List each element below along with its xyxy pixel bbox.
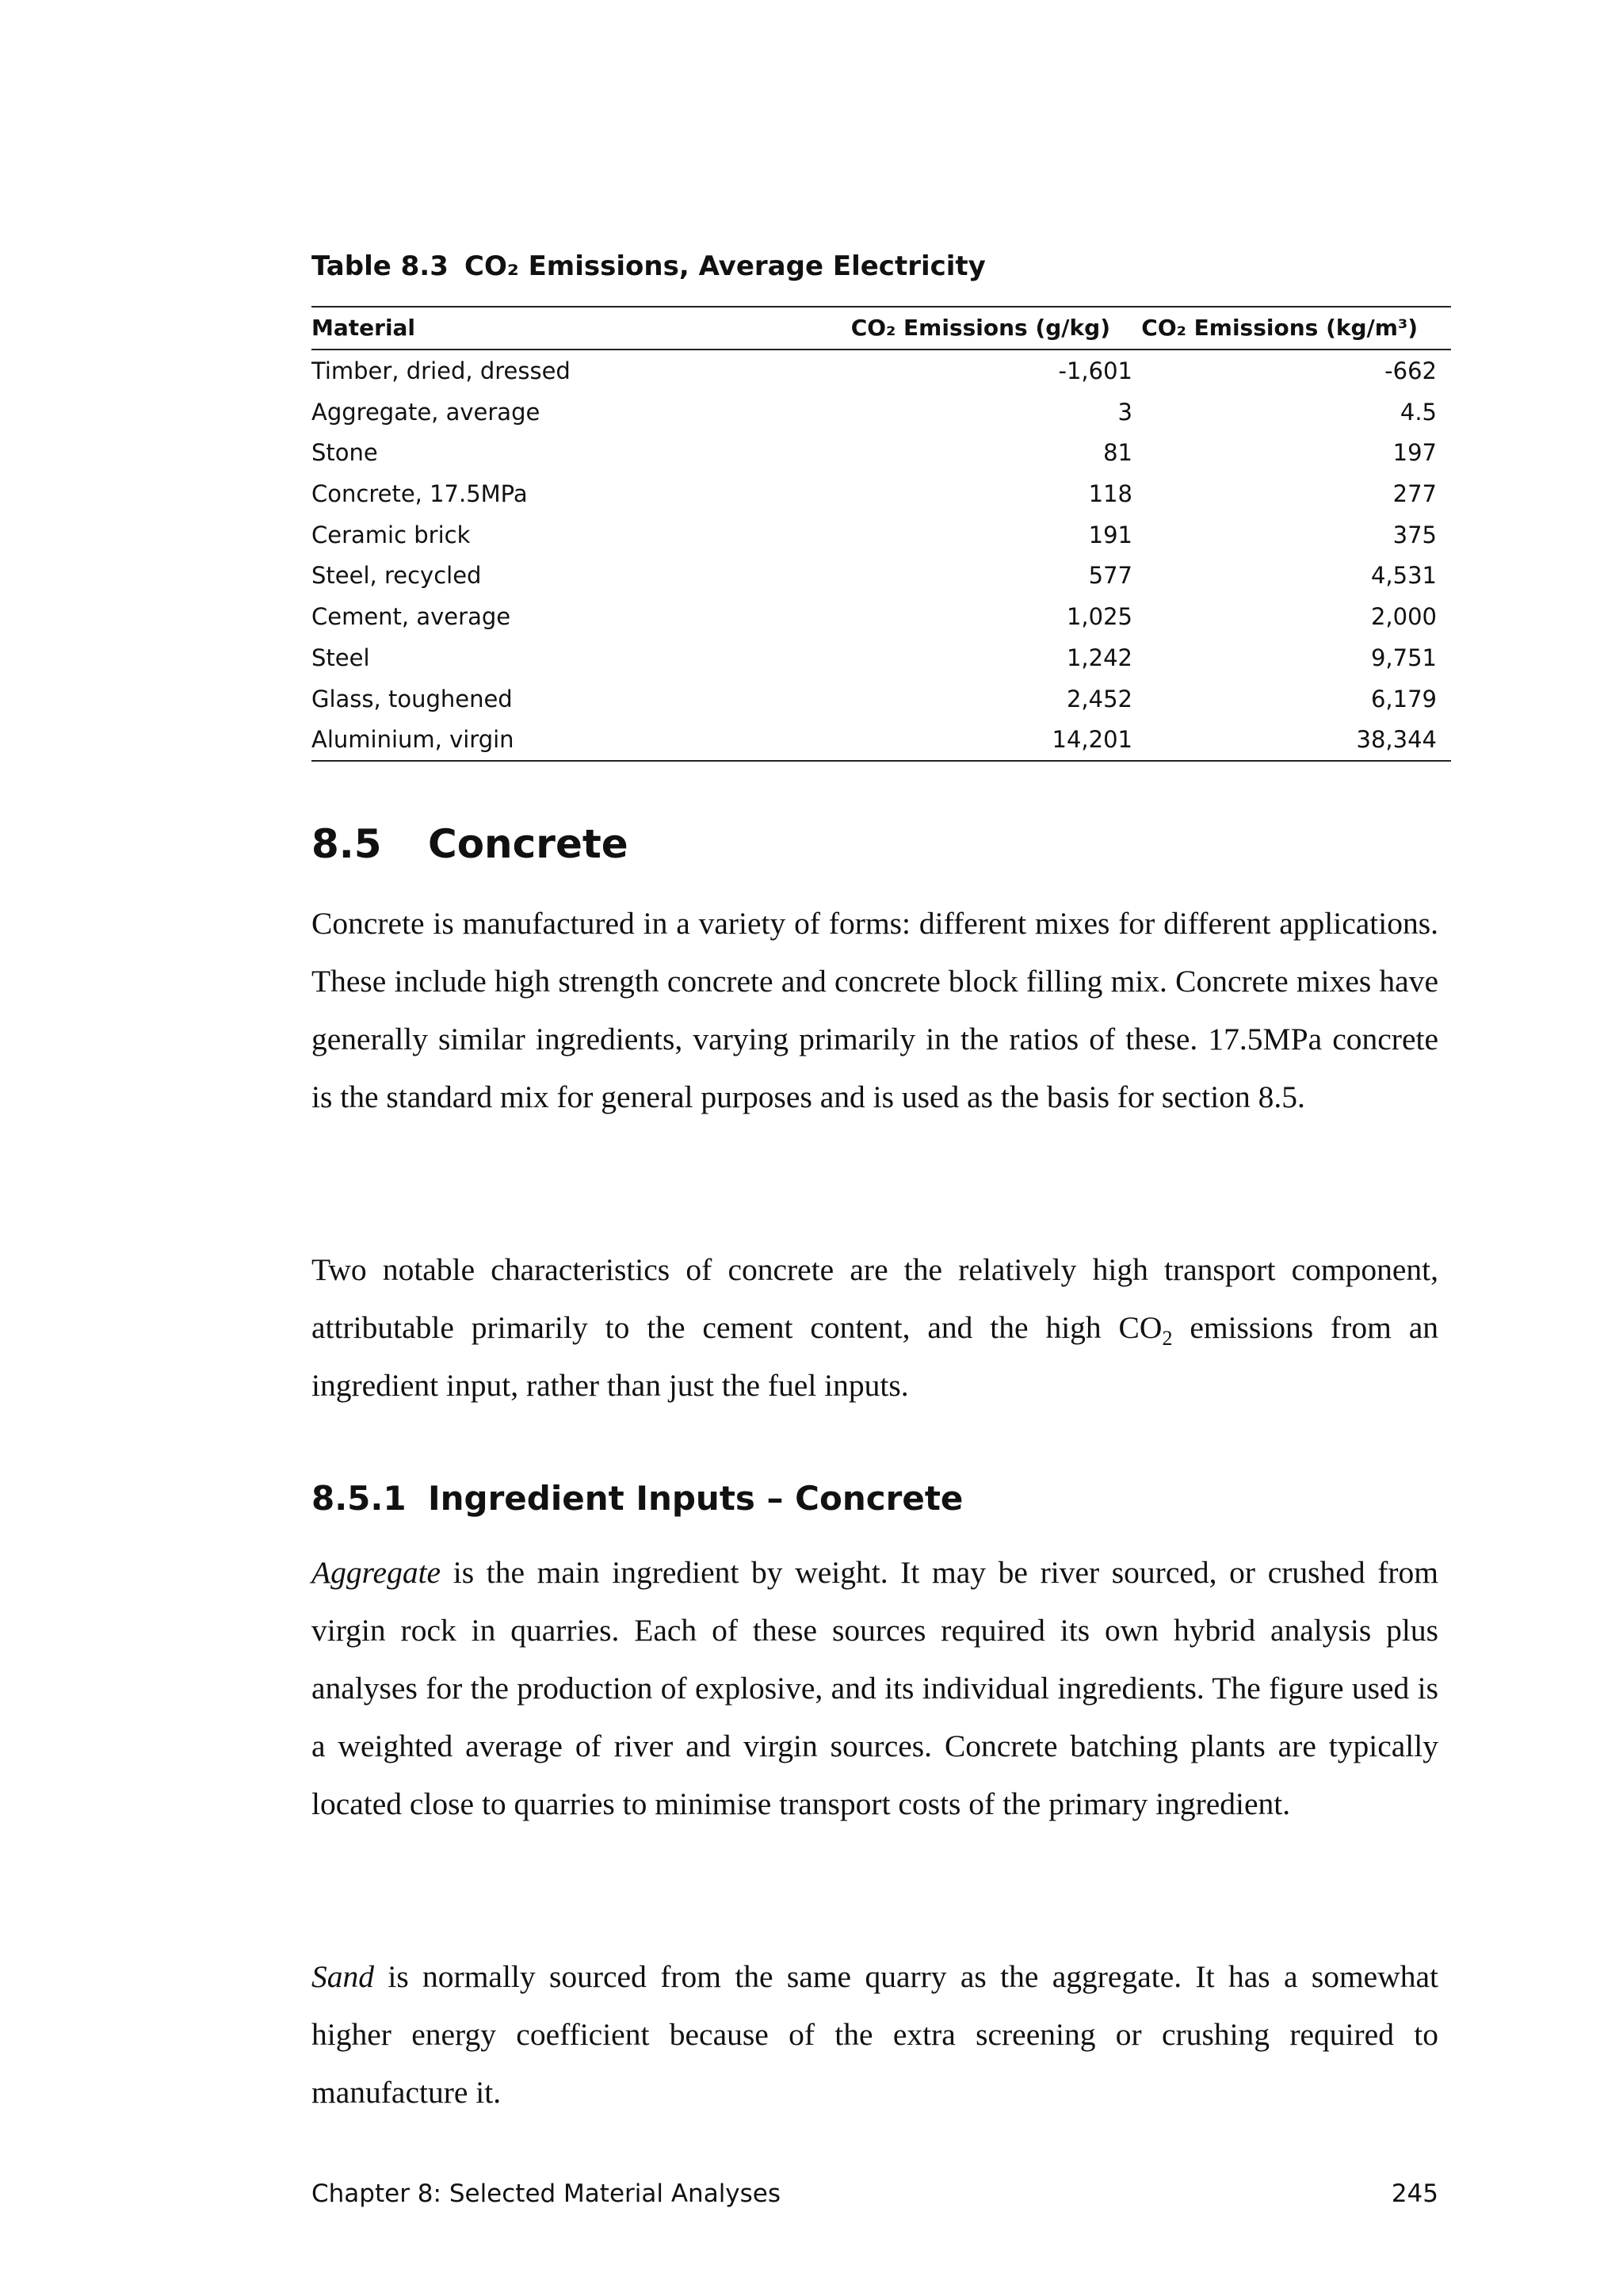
cell-kg-per-m3: 4,531 — [1370, 562, 1437, 590]
table-body — [311, 350, 1451, 762]
term-aggregate: Aggregate — [311, 1555, 441, 1590]
cell-kg-per-m3: 197 — [1392, 439, 1437, 467]
table-number: Table 8.3 — [311, 250, 449, 282]
table-row — [311, 432, 1451, 473]
subsection-heading — [311, 1479, 963, 1518]
cell-kg-per-m3: 9,751 — [1370, 644, 1437, 671]
page-number: 245 — [1391, 2179, 1438, 2208]
p2-subscript: 2 — [1162, 1326, 1173, 1350]
term-sand: Sand — [311, 1959, 374, 1994]
emissions-table — [311, 306, 1451, 762]
page-footer — [311, 2179, 1438, 2208]
cell-material: Glass, toughened — [311, 685, 513, 712]
cell-g-per-kg: 2,452 — [1066, 685, 1132, 712]
cell-kg-per-m3: 375 — [1392, 521, 1437, 548]
table-row — [311, 473, 1451, 514]
cell-g-per-kg: 191 — [1088, 521, 1132, 548]
cell-material: Steel — [311, 644, 370, 671]
cell-kg-per-m3: 4.5 — [1400, 398, 1437, 426]
header-g-per-kg: CO₂ Emissions (g/kg) — [850, 315, 1110, 341]
paragraph-sand — [311, 1948, 1438, 2122]
header-material: Material — [311, 315, 416, 341]
cell-g-per-kg: 118 — [1088, 480, 1132, 508]
cell-material: Timber, dried, dressed — [311, 357, 571, 384]
cell-material: Steel, recycled — [311, 562, 482, 590]
cell-g-per-kg: 1,242 — [1066, 644, 1132, 671]
cell-g-per-kg: -1,601 — [1058, 357, 1132, 384]
table-row — [311, 514, 1451, 556]
table-row — [311, 637, 1451, 678]
footer-chapter: Chapter 8: Selected Material Analyses — [311, 2179, 781, 2208]
paragraph-concrete-forms: Concrete is manufactured in a variety of forms: different mixes for different applications. These include high strength concrete and concrete block filling mix. Concrete mixes have generally similar ingredients, varying primarily in the ratios of these. 17.5MPa concrete is the standard mix for general purposes and is used as the basis for section 8.5. — [311, 906, 1438, 1114]
header-kg-per-m3: CO₂ Emissions (kg/m³) — [1141, 315, 1418, 341]
table-row — [311, 555, 1451, 596]
table-row — [311, 678, 1451, 720]
cell-kg-per-m3: -662 — [1384, 357, 1437, 384]
table-title: CO₂ Emissions, Average Electricity — [464, 250, 986, 282]
table-row — [311, 350, 1451, 392]
cell-g-per-kg: 577 — [1088, 562, 1132, 590]
table-row — [311, 596, 1451, 637]
subsection-number: 8.5.1 — [311, 1479, 407, 1518]
p4-text: is normally sourced from the same quarry as the aggregate. It has a somewhat higher energy coefficient because of the extra screening or crushing required to manufacture it. — [311, 1959, 1438, 2110]
p2-text-before: Two notable characteristics of concrete are the relatively high transport component, attributable primarily to the cement content, and the high CO — [311, 1252, 1438, 1345]
table-caption — [311, 250, 986, 282]
cell-material: Aggregate, average — [311, 398, 540, 426]
cell-material: Ceramic brick — [311, 521, 471, 548]
cell-material: Cement, average — [311, 603, 511, 631]
cell-material: Aluminium, virgin — [311, 726, 514, 754]
paragraph-aggregate — [311, 1544, 1438, 1833]
section-number: 8.5 — [311, 821, 382, 867]
table-row — [311, 719, 1451, 760]
p2-text-after: emissions from an ingredient input, rather than just the fuel inputs. — [311, 1310, 1438, 1403]
cell-kg-per-m3: 277 — [1392, 480, 1437, 508]
p3-text: is the main ingredient by weight. It may be river sourced, or crushed from virgin rock in quarries. Each of these sources required its own hybrid analysis plus analyses for the production of explosive, and its individual ingredients. The figure used is a weighted average of river and virgin sources. Concrete batching plants are typically located close to quarries to minimise transport costs of the primary ingredient. — [311, 1555, 1438, 1821]
cell-kg-per-m3: 38,344 — [1356, 726, 1437, 754]
cell-g-per-kg: 14,201 — [1052, 726, 1132, 754]
section-heading — [311, 821, 628, 867]
subsection-title: Ingredient Inputs – Concrete — [428, 1479, 964, 1518]
table-header-row — [311, 306, 1451, 350]
cell-g-per-kg: 81 — [1103, 439, 1132, 467]
cell-g-per-kg: 1,025 — [1066, 603, 1132, 631]
section-title: Concrete — [428, 821, 628, 867]
table-row — [311, 392, 1451, 433]
cell-g-per-kg: 3 — [1117, 398, 1132, 426]
cell-kg-per-m3: 2,000 — [1370, 603, 1437, 631]
cell-kg-per-m3: 6,179 — [1370, 685, 1437, 712]
cell-material: Stone — [311, 439, 378, 467]
cell-material: Concrete, 17.5MPa — [311, 480, 528, 508]
paragraph-characteristics — [311, 1241, 1438, 1415]
